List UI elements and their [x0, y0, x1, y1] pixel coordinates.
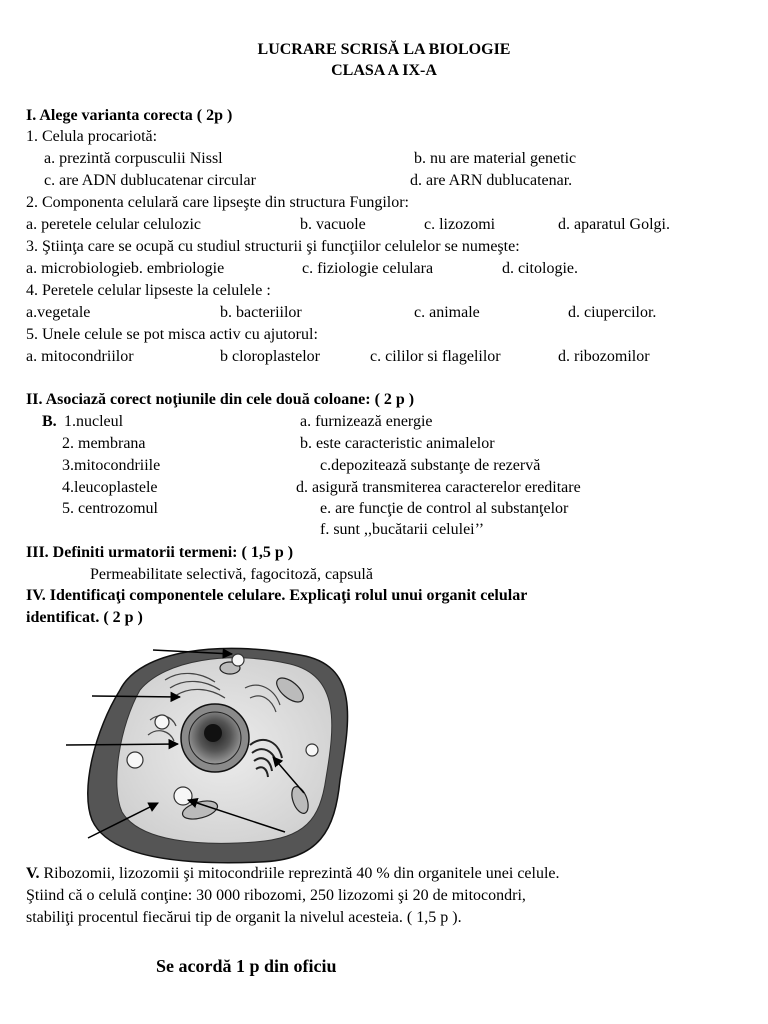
question-4: 4. Peretele celular lipseste la celulele :: [26, 282, 271, 299]
q5-option-c: c. cililor si flagelilor: [370, 348, 501, 365]
section-4-heading-line-2: identificat. ( 2 p ): [26, 609, 143, 626]
q3-option-d: d. citologie.: [502, 260, 578, 277]
right-item-d: d. asigură transmiterea caracterelor ereditare: [296, 479, 581, 496]
question-2: 2. Componenta celulară care lipseşte din structura Fungilor:: [26, 194, 409, 211]
question-1: 1. Celula procariotă:: [26, 128, 158, 145]
q4-option-c: c. animale: [414, 304, 480, 321]
class-label: CLASA A IX-A: [331, 62, 437, 79]
left-item-4: 4.leucoplastele: [62, 479, 158, 496]
section-5-line-1: [26, 864, 560, 884]
q1-option-d: d. are ARN dublucatenar.: [410, 172, 573, 189]
q3-option-c: c. fiziologie celulara: [302, 260, 434, 277]
right-item-c: c.depozitează substanţe de rezervă: [320, 457, 541, 474]
left-item-2: 2. membrana: [62, 435, 146, 452]
right-item-a: a. furnizează energie: [300, 413, 433, 430]
q4-option-a: a.vegetale: [26, 304, 91, 321]
q1-option-c: c. are ADN dublucatenar circular: [44, 172, 256, 189]
question-5: 5. Unele celule se pot misca activ cu ajutorul:: [26, 326, 318, 343]
section-5-line-2: Ştiind că o celulă conţine: 30 000 ribozomi, 250 lizozomi şi 20 de mitocondri,: [26, 887, 526, 904]
document-title: LUCRARE SCRISĂ LA BIOLOGIE: [257, 41, 511, 58]
right-item-b: b. este caracteristic animalelor: [300, 435, 495, 452]
section-1-heading: I. Alege varianta corecta ( 2p ): [26, 107, 233, 124]
left-item-3: 3.mitocondriile: [62, 457, 161, 474]
nucleolus: [204, 724, 222, 742]
section-5-label: V.: [26, 865, 40, 882]
left-item-1: 1.nucleul: [64, 413, 124, 430]
question-3: 3. Ştiinţa care se ocupă cu studiul structurii şi funcţiilor celulelor se numeşte:: [26, 238, 520, 255]
section-5-line-3: stabiliţi procentul fiecărui tip de organit la nivelul acesteia. ( 1,5 p ).: [26, 909, 462, 926]
q5-option-b: b cloroplastelor: [220, 348, 320, 365]
left-item-5: 5. centrozomul: [62, 500, 158, 517]
terms-to-define: Permeabilitate selectivă, fagocitoză, capsulă: [90, 566, 373, 583]
q2-option-a: a. peretele celular celulozic: [26, 216, 201, 233]
q2-option-c: c. lizozomi: [424, 216, 496, 233]
section-5-text-1: Ribozomii, lizozomii şi mitocondriile reprezintă 40 % din organitele unei celule.: [39, 865, 560, 882]
section-2-heading: II. Asociază corect noţiunile din cele două coloane: ( 2 p ): [26, 391, 415, 408]
section-4-heading-line-1: IV. Identificaţi componentele celulare. Explicaţi rolul unui organit celular: [26, 587, 528, 604]
q4-option-d: d. ciupercilor.: [568, 304, 657, 321]
column-b-label: B.: [42, 413, 57, 430]
q1-option-b: b. nu are material genetic: [414, 150, 577, 167]
q2-option-b: b. vacuole: [300, 216, 366, 233]
bonus-point-note: Se acordă 1 p din oficiu: [156, 956, 337, 976]
q5-option-a: a. mitocondriilor: [26, 348, 134, 365]
q1-option-a: a. prezintă corpusculii Nissl: [44, 150, 223, 167]
section-3-heading: III. Definiti urmatorii termeni: ( 1,5 p ): [26, 544, 294, 561]
q4-option-b: b. bacteriilor: [220, 304, 302, 321]
q5-option-d: d. ribozomilor: [558, 348, 650, 365]
arrow-2: [92, 696, 180, 697]
q3-option-ab: a. microbiologieb. embriologie: [26, 260, 225, 277]
arrow-3: [66, 744, 178, 745]
q2-option-d: d. aparatul Golgi.: [558, 216, 670, 233]
right-item-e: e. are funcţie de control al substanţelor: [320, 500, 569, 517]
right-item-f: f. sunt ,,bucătarii celulei’’: [320, 521, 485, 538]
